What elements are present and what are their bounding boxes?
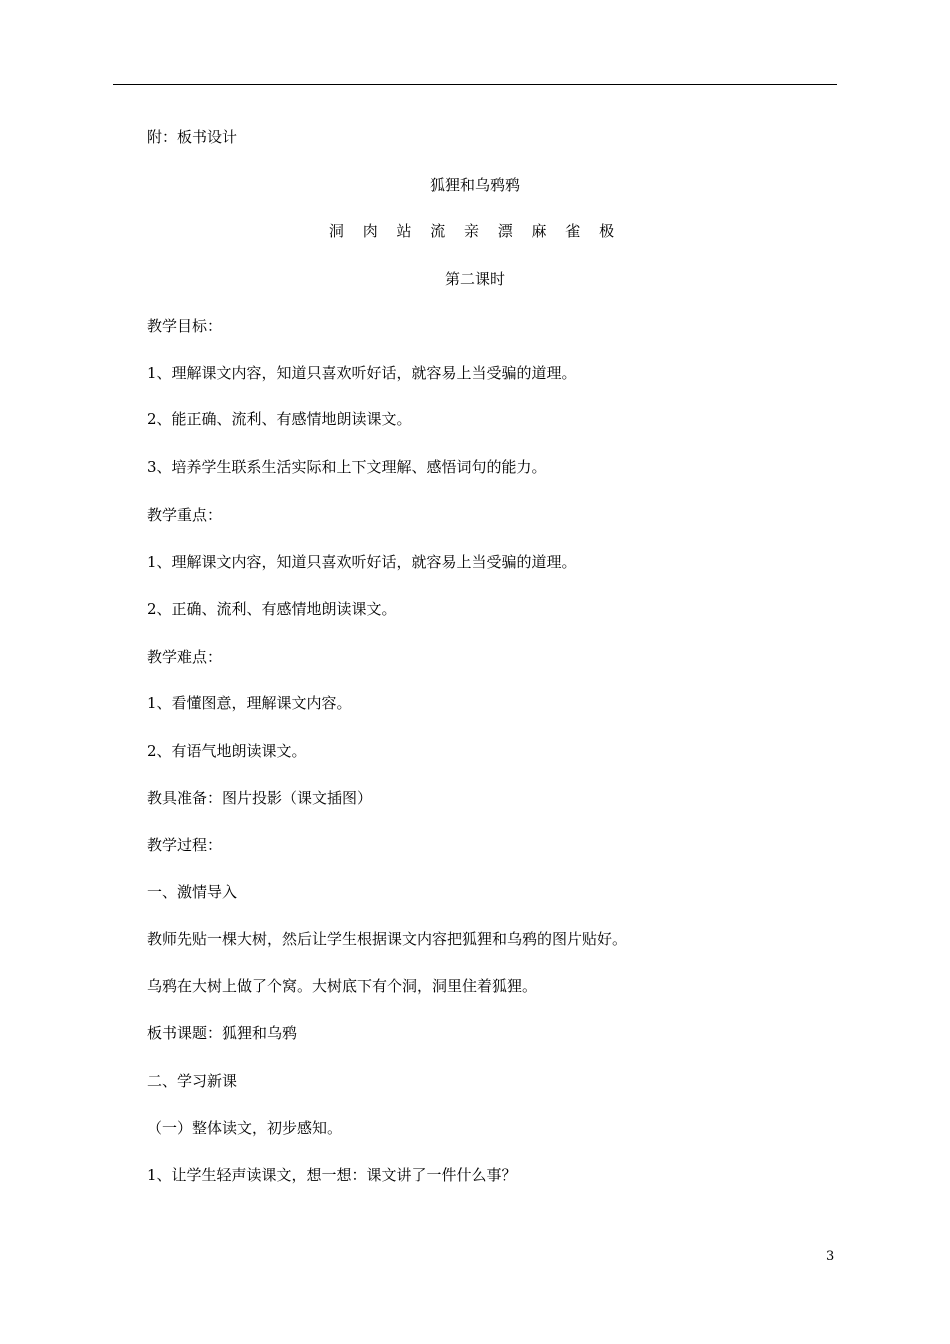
difficulties-heading: 教学难点： [147,648,223,666]
goal-item-3: 3、培养学生联系生活实际和上下文理解、感悟词句的能力。 [147,458,547,476]
goal-item-1: 1、理解课文内容，知道只喜欢听好话，就容易上当受骗的道理。 [147,364,577,382]
difficulty-item-1: 1、看懂图意，理解课文内容。 [147,694,352,712]
page-number: 3 [826,1249,835,1264]
materials-line: 教具准备：图片投影（课文插图） [147,789,373,807]
section-1-paragraph-3: 板书课题：狐狸和乌鸦 [147,1024,298,1042]
subsection-1-title: （一）整体读文，初步感知。 [147,1119,343,1137]
section-2-title: 二、学习新课 [147,1072,238,1090]
board-characters: 洞 肉 站 流 亲 漂 麻 雀 极 [328,222,622,240]
section-1-paragraph-1: 教师先贴一棵大树，然后让学生根据课文内容把狐狸和乌鸦的图片贴好。 [147,930,628,948]
key-point-item-2: 2、正确、流利、有感情地朗读课文。 [147,600,397,618]
process-heading: 教学过程： [147,836,223,854]
goal-item-2: 2、能正确、流利、有感情地朗读课文。 [147,410,412,428]
lesson-title: 第二课时 [444,270,505,288]
section-1-paragraph-2: 乌鸦在大树上做了个窝。大树底下有个洞，洞里住着狐狸。 [147,977,538,995]
section-1-title: 一、激情导入 [147,883,238,901]
key-point-item-1: 1、理解课文内容，知道只喜欢听好话，就容易上当受骗的道理。 [147,553,577,571]
key-points-heading: 教学重点： [147,506,223,524]
board-title: 狐狸和乌鸦鸦 [429,176,520,194]
appendix-title: 附：板书设计 [147,128,238,146]
difficulty-item-2: 2、有语气地朗读课文。 [147,742,307,760]
goals-heading: 教学目标： [147,317,223,335]
subsection-1-item-1: 1、让学生轻声读课文，想一想：课文讲了一件什么事？ [147,1166,517,1184]
header-rule [113,84,837,85]
